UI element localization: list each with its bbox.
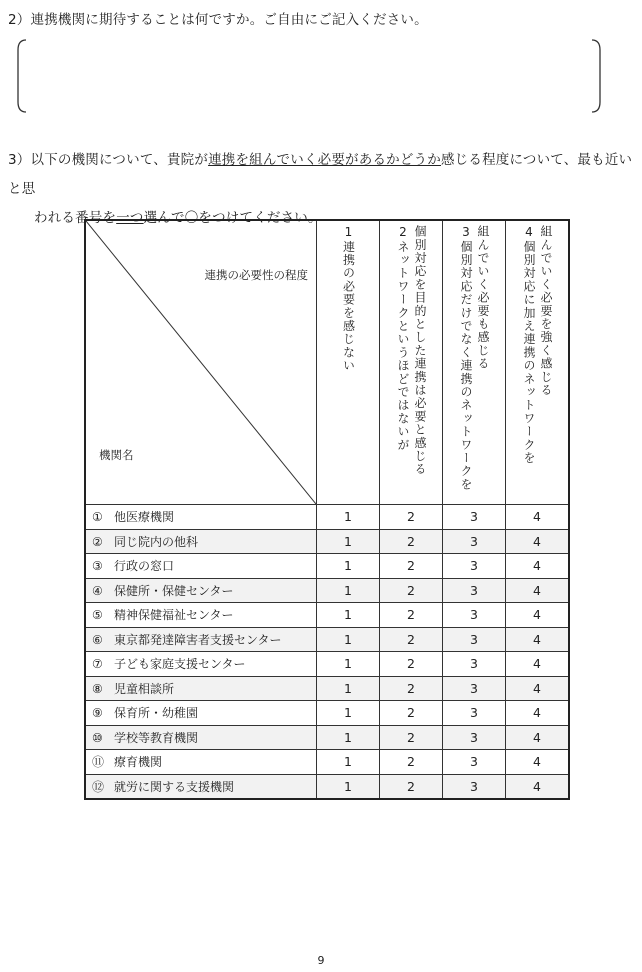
table-row (85, 627, 569, 652)
choice-3[interactable]: 3 (443, 701, 506, 726)
choice-3[interactable]: 3 (443, 603, 506, 628)
choice-2[interactable]: 2 (380, 505, 443, 530)
choice-2[interactable]: 2 (380, 750, 443, 775)
column-header-2-line: 2ネットワークというほどではないが (396, 225, 410, 452)
table-row (85, 701, 569, 726)
table-row (85, 750, 569, 775)
choice-2[interactable]: 2 (380, 578, 443, 603)
free-answer-box[interactable] (16, 38, 602, 114)
choice-1[interactable]: 1 (317, 676, 380, 701)
underlined-one: 一つ (116, 210, 144, 226)
choice-1[interactable]: 1 (317, 725, 380, 750)
choice-1[interactable]: 1 (317, 554, 380, 579)
org-cell: ⑤ 精神保健福祉センター (85, 603, 317, 628)
choice-3[interactable]: 3 (443, 750, 506, 775)
table-row (85, 505, 569, 530)
column-header-1-line: 1連携の必要を感じない (341, 225, 356, 373)
question-2-label: 2）連携機関に期待することは何ですか。ご自由にご記入ください。 (8, 12, 428, 28)
org-cell: ③ 行政の窓口 (85, 554, 317, 579)
table-row (85, 603, 569, 628)
choice-1[interactable]: 1 (317, 774, 380, 799)
org-cell: ① 他医療機関 (85, 505, 317, 530)
choice-2[interactable]: 2 (380, 627, 443, 652)
table-row (85, 578, 569, 603)
choice-4[interactable]: 4 (506, 529, 570, 554)
column-header-3-line: 3個別対応だけでなく連携のネットワークを (459, 225, 473, 492)
page-number: 9 (317, 954, 325, 967)
org-cell: ② 同じ院内の他科 (85, 529, 317, 554)
column-header-3-line: 組んでいく必要も感じる (476, 225, 490, 371)
choice-1[interactable]: 1 (317, 627, 380, 652)
table-row (85, 725, 569, 750)
choice-4[interactable]: 4 (506, 554, 570, 579)
choice-1[interactable]: 1 (317, 603, 380, 628)
column-header-3 (443, 220, 506, 505)
necessity-degree-label: 連携の必要性の程度 (204, 268, 308, 282)
choice-2[interactable]: 2 (380, 603, 443, 628)
choice-3[interactable]: 3 (443, 676, 506, 701)
survey-table-wrapper (84, 219, 570, 800)
org-cell: ⑦ 子ども家庭支援センター (85, 652, 317, 677)
choice-3[interactable]: 3 (443, 652, 506, 677)
org-name-label: 機関名 (99, 448, 134, 462)
choice-4[interactable]: 4 (506, 750, 570, 775)
column-header-4-line: 組んでいく必要を強く感じる (539, 225, 553, 397)
choice-4[interactable]: 4 (506, 578, 570, 603)
choice-3[interactable]: 3 (443, 627, 506, 652)
choice-1[interactable]: 1 (317, 750, 380, 775)
choice-4[interactable]: 4 (506, 725, 570, 750)
choice-1[interactable]: 1 (317, 578, 380, 603)
choice-1[interactable]: 1 (317, 701, 380, 726)
column-header-4 (506, 220, 570, 505)
choice-3[interactable]: 3 (443, 554, 506, 579)
org-cell: ⑩ 学校等教育機関 (85, 725, 317, 750)
choice-3[interactable]: 3 (443, 725, 506, 750)
org-cell: ④ 保健所・保健センター (85, 578, 317, 603)
choice-4[interactable]: 4 (506, 701, 570, 726)
choice-3[interactable]: 3 (443, 529, 506, 554)
choice-1[interactable]: 1 (317, 505, 380, 530)
column-header-2-line: 個別対応を目的とした連携は必要と感じる (413, 225, 427, 476)
choice-1[interactable]: 1 (317, 652, 380, 677)
column-header-4-line: 4個別対応に加え連携のネットワークを (522, 225, 536, 465)
choice-2[interactable]: 2 (380, 554, 443, 579)
table-row (85, 774, 569, 799)
choice-4[interactable]: 4 (506, 627, 570, 652)
choice-4[interactable]: 4 (506, 676, 570, 701)
survey-table (84, 219, 570, 800)
header-row (85, 220, 569, 505)
choice-2[interactable]: 2 (380, 774, 443, 799)
choice-2[interactable]: 2 (380, 725, 443, 750)
org-cell: ⑨ 保育所・幼稚園 (85, 701, 317, 726)
diagonal-header-cell (85, 220, 317, 505)
table-row (85, 529, 569, 554)
table-row (85, 554, 569, 579)
choice-4[interactable]: 4 (506, 652, 570, 677)
choice-4[interactable]: 4 (506, 774, 570, 799)
choice-3[interactable]: 3 (443, 774, 506, 799)
choice-4[interactable]: 4 (506, 505, 570, 530)
question-3-line-1: 3）以下の機関について、貴院が連携を組んでいく必要があるかどうか感じる程度について、最も近いと思 (8, 152, 633, 197)
choice-3[interactable]: 3 (443, 578, 506, 603)
column-header-1 (317, 220, 380, 505)
choice-2[interactable]: 2 (380, 701, 443, 726)
choice-3[interactable]: 3 (443, 505, 506, 530)
choice-4[interactable]: 4 (506, 603, 570, 628)
question-3-line-2: われる番号を一つ選んで〇をつけてください。 (34, 210, 322, 226)
org-cell: ⑫ 就労に関する支援機関 (85, 774, 317, 799)
choice-1[interactable]: 1 (317, 529, 380, 554)
underlined-phrase: 連携を組んでいく必要があるかどうか (208, 152, 441, 168)
choice-2[interactable]: 2 (380, 529, 443, 554)
org-cell: ⑪ 療育機関 (85, 750, 317, 775)
org-cell: ⑥ 東京都発達障害者支援センター (85, 627, 317, 652)
table-row (85, 652, 569, 677)
table-row (85, 676, 569, 701)
choice-2[interactable]: 2 (380, 652, 443, 677)
bracket-frame (16, 38, 602, 114)
org-cell: ⑧ 児童相談所 (85, 676, 317, 701)
column-header-2 (380, 220, 443, 505)
choice-2[interactable]: 2 (380, 676, 443, 701)
